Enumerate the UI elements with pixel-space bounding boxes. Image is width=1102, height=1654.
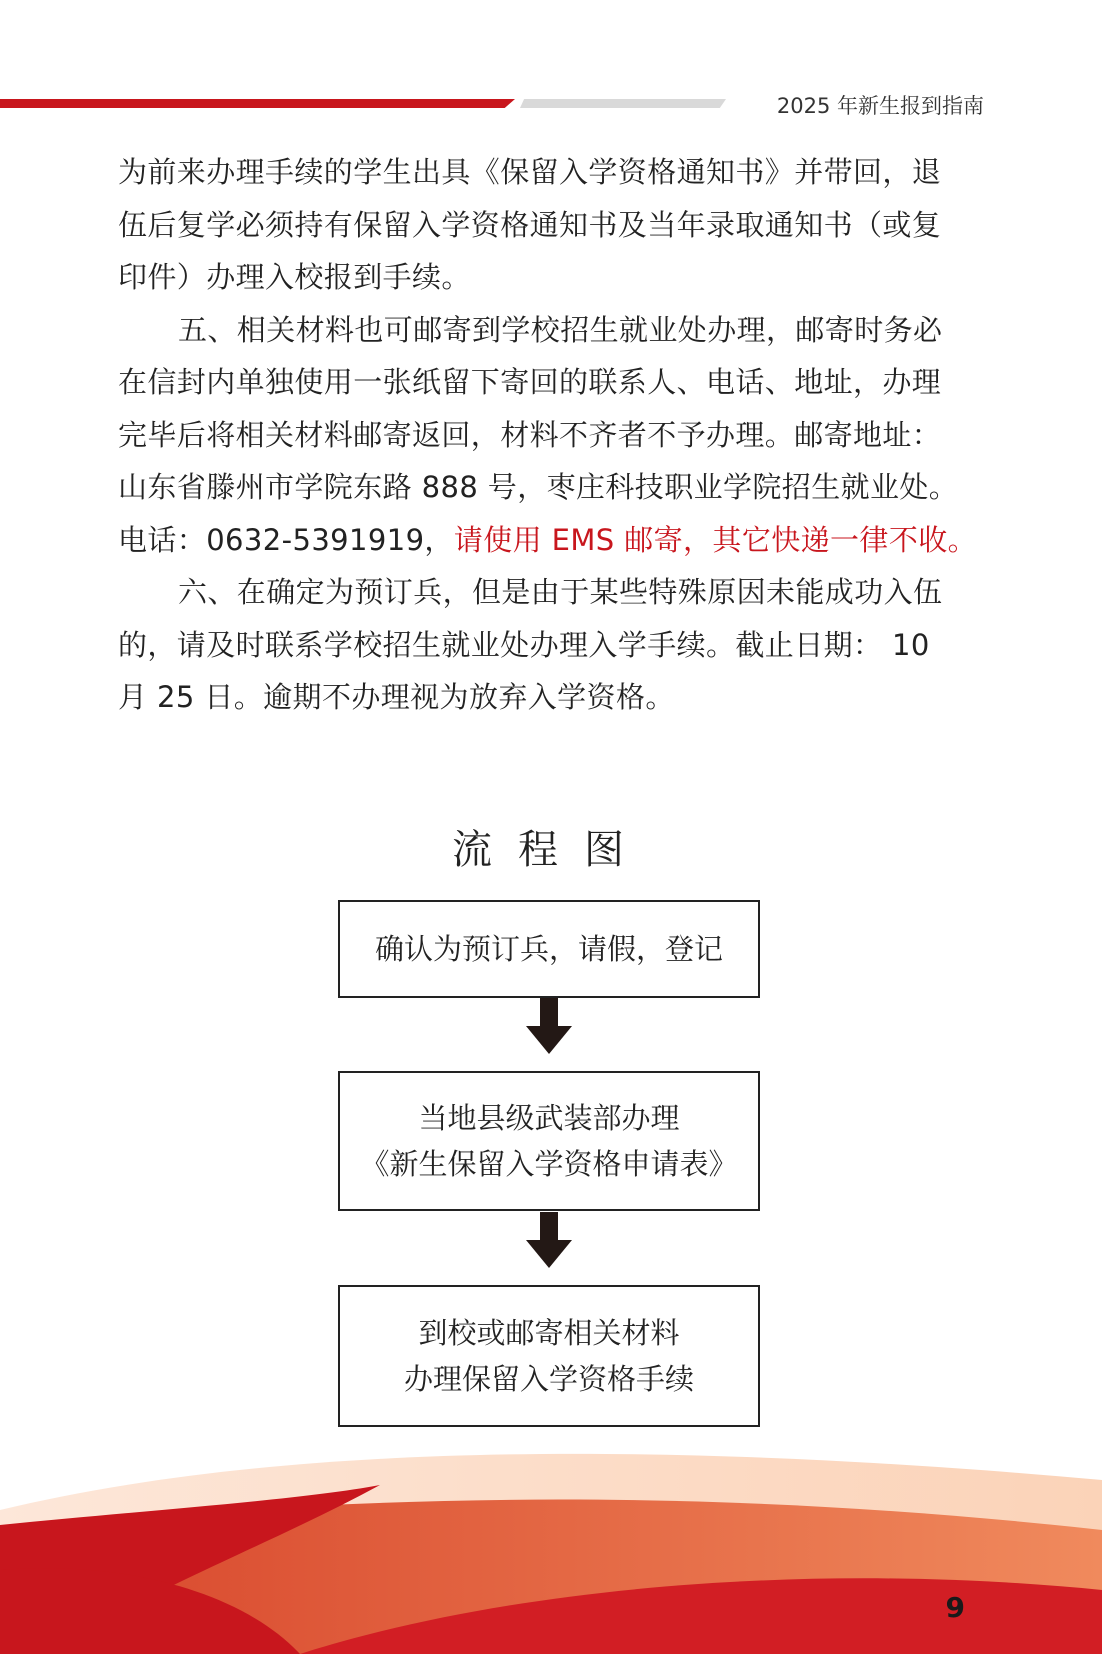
flow-step-text: 确认为预订兵，请假，登记 <box>374 932 723 966</box>
text-line: 伍后复学必须持有保留入学资格通知书及当年录取通知书（或复 <box>118 207 942 242</box>
paragraph-five <box>118 304 984 567</box>
ems-notice: 请使用 EMS 邮寄，其它快递一律不收。 <box>453 522 978 557</box>
flow-step-2 <box>338 1071 760 1211</box>
flow-step-text: 办理保留入学资格手续 <box>403 1362 694 1396</box>
header-gray-stripe <box>520 99 726 108</box>
page-number: 9 <box>945 1591 965 1624</box>
text-line: 月 25 日。逾期不办理视为放弃入学资格。 <box>118 680 675 714</box>
header-red-stripe <box>0 99 515 108</box>
phone-label: 电话：0632-5391919， <box>118 522 454 557</box>
flow-step-1 <box>338 900 760 998</box>
text-line: 六、在确定为预订兵，但是由于某些特殊原因未能成功入伍 <box>178 575 943 609</box>
text-line: 五、相关材料也可邮寄到学校招生就业处办理，邮寄时务必 <box>178 312 943 347</box>
text-line: 完毕后将相关材料邮寄返回，材料不齐者不予办理。邮寄地址： <box>118 417 942 452</box>
down-arrow-icon <box>524 1212 574 1270</box>
body-text <box>118 146 984 724</box>
paragraph-continued <box>118 146 984 304</box>
bottom-wave-decoration <box>0 1440 1102 1654</box>
text-line-phone <box>118 514 984 567</box>
text-line: 在信封内单独使用一张纸留下寄回的联系人、电话、地址，办理 <box>118 365 942 399</box>
down-arrow-icon <box>524 998 574 1056</box>
header-title: 2025 年新生报到指南 <box>776 94 984 118</box>
flow-step-3 <box>338 1285 760 1427</box>
text-line: 为前来办理手续的学生出具《保留入学资格通知书》并带回，退 <box>118 155 942 189</box>
flowchart-title: 流程图 <box>452 827 650 873</box>
text-line: 的，请及时联系学校招生就业处办理入学手续。截止日期： 10 <box>118 627 930 662</box>
flow-step-text: 到校或邮寄相关材料 <box>418 1316 680 1350</box>
paragraph-six <box>118 566 984 724</box>
flow-step-text: 《新生保留入学资格申请表》 <box>360 1147 738 1181</box>
text-line: 山东省滕州市学院东路 888 号，枣庄科技职业学院招生就业处。 <box>118 470 959 504</box>
flow-step-text: 当地县级武装部办理 <box>418 1101 680 1135</box>
text-line: 印件）办理入校报到手续。 <box>118 260 471 294</box>
